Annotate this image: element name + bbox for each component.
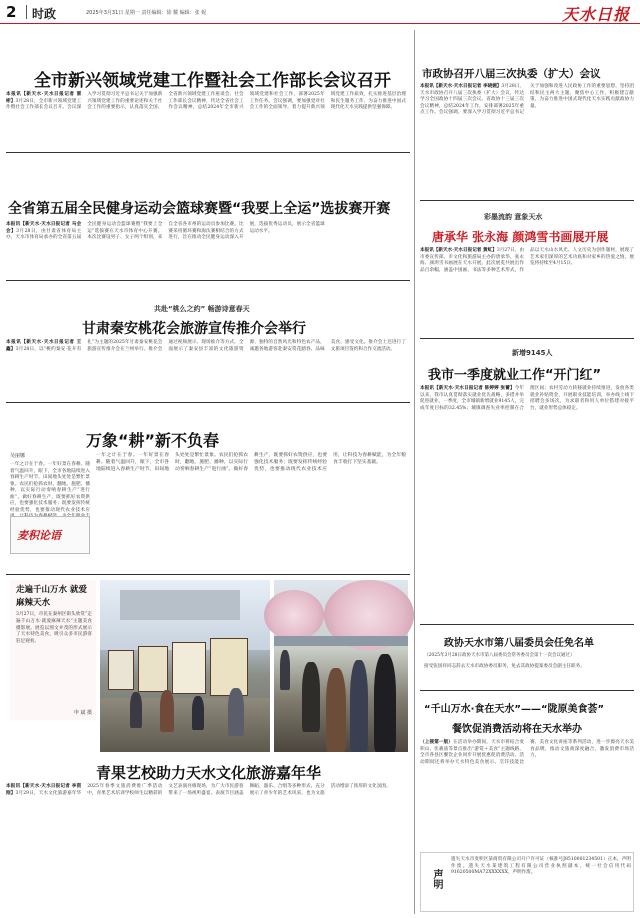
commentary-body [10,462,90,512]
masthead-divider [26,5,27,19]
article3-text: 3月28日，以“桃约秦安·花开有礼”为主题的2025年甘肃秦安桃花会旅游宣传推介会在兰州举行。推介会通过视频展示、现场推介等方式，全面展示了秦安县丰富的文化旅游资源、独特的自然风光和特色农产品，诚邀各地游客赴秦安赏花踏春、品味美食、感受文化。推介会上还进行了文旅项目签约和合作交流活动。 [15,340,406,352]
jobs-byline: 本报讯【新天水·天水日报记者 陈婷婷 张蕾】 [420,386,515,391]
article1-text: 3月28日，全市新兴领域党建工作暨社会工作部长会议召开。会议深入学习贯彻习近平总书记关于加强新兴领域党建工作的重要论述和关于社会工作的重要指示，认真落实全国、全省新兴领域党建工作座谈会、社会工作部长会议精神，传达全省社会工作会议精神，总结2024年全市新兴领域党建和社会工作，部署2025年工作任务。会议强调，要加强党对社会工作的全面领导，着力提升新兴领域党建工作质效，扎实推进基层治理和民生服务工作，为奋力推进中国式现代化天水实践提供坚强保障。 [6,92,406,110]
jobs-body [420,386,634,586]
feature-text: 3月29日，天水文化旅游嘉年华2025年春季文旅消费推广季活动中，青果艺术培训学校师生以精彩的文艺表演亮相现场，为广大市民游客带来了一场视听盛宴。表演节目涵盖舞蹈、器乐、合唱等多种形式，充分展示了青少年的艺术风采，也为文旅活动增添了浓厚的文化氛围。 [15,784,391,796]
photo-caption-title: 走遍千山万水 就爱麻辣天水 [16,585,87,608]
notice-title[interactable]: 政协天水市第八届委员会任免名单 [444,638,594,649]
festival-crowd-photo[interactable] [274,580,408,752]
food-byline: （上接第一版） [420,740,454,745]
feature-body [6,784,406,912]
statement-box [420,852,634,912]
food-body [420,740,634,840]
divider [6,574,410,575]
photo-credit: 申 斌 摄 [73,710,92,716]
exhibit-kicker: 彩墨流韵 意象天水 [484,213,543,221]
exhibit-byline: 本报讯【新天水·天水日报记者 黄虹】 [420,248,497,253]
sidebar-top-body [420,84,634,194]
food-subtitle: 餐饮促消费活动将在天水举办 [452,724,582,735]
article3-kicker: 共赴“桃么之约” 畅游诗意春天 [154,305,250,313]
food-title[interactable]: “千山万水·食在天水”——“陇原美食荟” [424,704,605,715]
column-badge-text: 麦积论语 [17,529,61,542]
exhibit-text: 3月27日，由市委宣传部、市文化和旅游局主办的唐承华、张永海、颜鸿雪书画展在天水开展。此次展览共展出作品百余幅，涵盖中国画、书法等多种艺术形式，作品以天水山水风光、人文历史为创作题材，展现了艺术家们深厚的艺术功底和对家乡的热爱之情。展览将持续至4月15日。 [420,248,634,273]
newspaper-logo: 天水日报 [561,5,630,24]
photo-caption-text: 3月27日，市民在秦州区街头欣赏“走遍千山万水·就爱麻辣天水”主题美食摄影展。展览以图文并茂的形式展示了天水特色美食，吸引众多市民游客驻足观看。 [16,612,92,645]
article2-text: 3月28日，由甘肃省体育局主办，天水市体育局承办的全省第五届全民健身运动会篮球赛暨“我要上全运”选拔赛在天水市体育中心开赛。本次比赛设男子、女子两个组别，来自全省各市州的运动员参加比赛。比赛采用循环赛和淘汰赛相结合的方式进行，旨在推动全民健身运动深入开展，选拔优秀运动员，展示全省篮球运动水平。 [6,222,325,240]
article1-body [6,92,406,148]
divider [420,200,634,201]
column-divider [414,30,415,914]
notice-subtitle: （2025年3月28日政协天水市第八届委员会常务委员会第十一次会议通过） [424,653,575,658]
feature-byline: 本报讯【新天水·天水日报记者 李资刚】 [6,784,82,796]
sidebar-top-byline: 本报讯【新天水·天水日报记者 李晓婉】 [420,84,502,89]
statement-label: 声明 [431,869,442,889]
issue-meta: 2025年3月31日 星期一 责任编辑：徐 耀 编辑：张 妮 [86,10,207,16]
exhibit-title[interactable]: 唐承华 张永海 颜鸿雪书画展开展 [432,230,609,244]
jobs-kicker: 新增9145人 [512,349,553,357]
article3-title[interactable]: 甘肃秦安桃花会旅游宣传推介会举行 [82,321,306,337]
article1-title[interactable]: 全市新兴领域党建工作暨社会工作部长会议召开 [34,71,391,91]
sidebar-top-text: 3月28日，天水市政协召开八届三次执委（扩大）会议，传达学习全国政协十四届三次会议、省政协十三届三次会议精神，总结2024年工作，安排部署2025年重点工作。会议强调，要深入学习贯彻习近平总书记关于加强和改进人民政协工作的重要思想，坚持团结和民主两大主题，聚焦中心工作，积极建言献策，为奋力推进中国式现代化天水实践贡献政协力量。 [420,84,634,115]
notice-body: 接受张国祥同志辞去天水市政协委员职务，免去其政协提案委员会副主任职务。 [424,664,585,669]
exhibition-photo[interactable] [100,580,270,752]
commentary-title[interactable]: 万象“耕”新不负春 [86,431,220,450]
jobs-title[interactable]: 我市一季度就业工作“开门红” [428,368,602,383]
food-text: 在活动举办期间，天水市将结合麦积山、伏羲庙等景点推出“游赏＋美食”主题线路，全市各县区餐饮企业同步开展优惠促消费活动。活动期间还将举办天水特色美食展示、烹饪技能比赛、美食文化讲座等系列活动，进一步擦亮天水美食品牌，推动文旅商深度融合，激发消费市场活力。 [420,740,634,765]
exhibit-body [420,248,634,332]
article1-byline: 本报讯【新天水·天水日报记者 雷 彬】 [6,92,82,104]
page-number: 2 [6,3,17,21]
commentary-text: 一年之计在于春。一年好景在春耕。随着气温回升，眼下，全市各地陆续进入春耕生产时节，田间地头处处是繁忙景象。农民们抢抓农时，翻地、施肥、播种，以实际行动奏响春耕生产“进行曲”。做好春耕生产，既要抓好农资供应，也要强化技术服务；既要发挥传统经验优势，也要推动现代农业技术应 [10,462,90,513]
divider [6,280,410,281]
divider [420,338,634,339]
feature-title[interactable]: 青果艺校助力天水文化旅游嘉年华 [96,764,322,782]
divider [6,402,410,403]
article2-title[interactable]: 全省第五届全民健身运动会篮球赛暨“我要上全运”选拔赛开赛 [8,201,391,217]
section-name: 时政 [32,7,57,21]
commentary-author: 吴丽娜 [10,453,26,459]
photo-caption-box [10,580,96,720]
divider [420,690,634,691]
statement-body: 遗失天水市麦积区某商贸有限公司开户许可证（核准号J8510001234501）正本，声明作废。遗失天水某建筑工程有限公司营业执照副本，统一社会信用代码91620500MA72XXXXXX，声明作废。 [451,857,631,875]
column-badge [10,516,90,554]
article3-byline: 本报讯【新天水·天水日报记者 王 鑫】 [6,340,82,352]
article2-byline: 本报讯【新天水·天水日报记者 马会会】 [6,222,82,234]
jobs-text: 今年以来，我市认真贯彻落实就业优先战略，多措并举促进就业。一季度，全市城镇新增就业9145人，完成年度目标的32.45%；城镇调查失业率控制在合理区间；农村劳动力转移就业持续推进，发放各类就业补贴资金，开展职业技能培训，举办线上线下招聘会多场次，为求职者和用人单位搭建对接平台，就业形势总体稳定。 [420,386,634,411]
divider [420,624,634,625]
divider [6,152,410,153]
masthead [0,0,640,24]
commentary-body-columns: 一年之计在于春。一年好景在春耕。随着气温回升，眼下，全市各地陆续进入春耕生产时节，田间地头处处是繁忙景象。农民们抢抓农时，翻地、施肥、播种，以实际行动奏响春耕生产“进行曲”。做好春耕生产，既要抓好农资供应，也要强化技术服务；既要发挥传统经验优势，也要推动现代农业技术应用，让科技为春耕赋能，为全年粮食丰收打下坚实基础。 [96,453,406,472]
sidebar-top-title[interactable]: 市政协召开八届三次执委（扩大）会议 [422,68,601,80]
article2-body [6,222,406,274]
article3-body [6,340,406,396]
